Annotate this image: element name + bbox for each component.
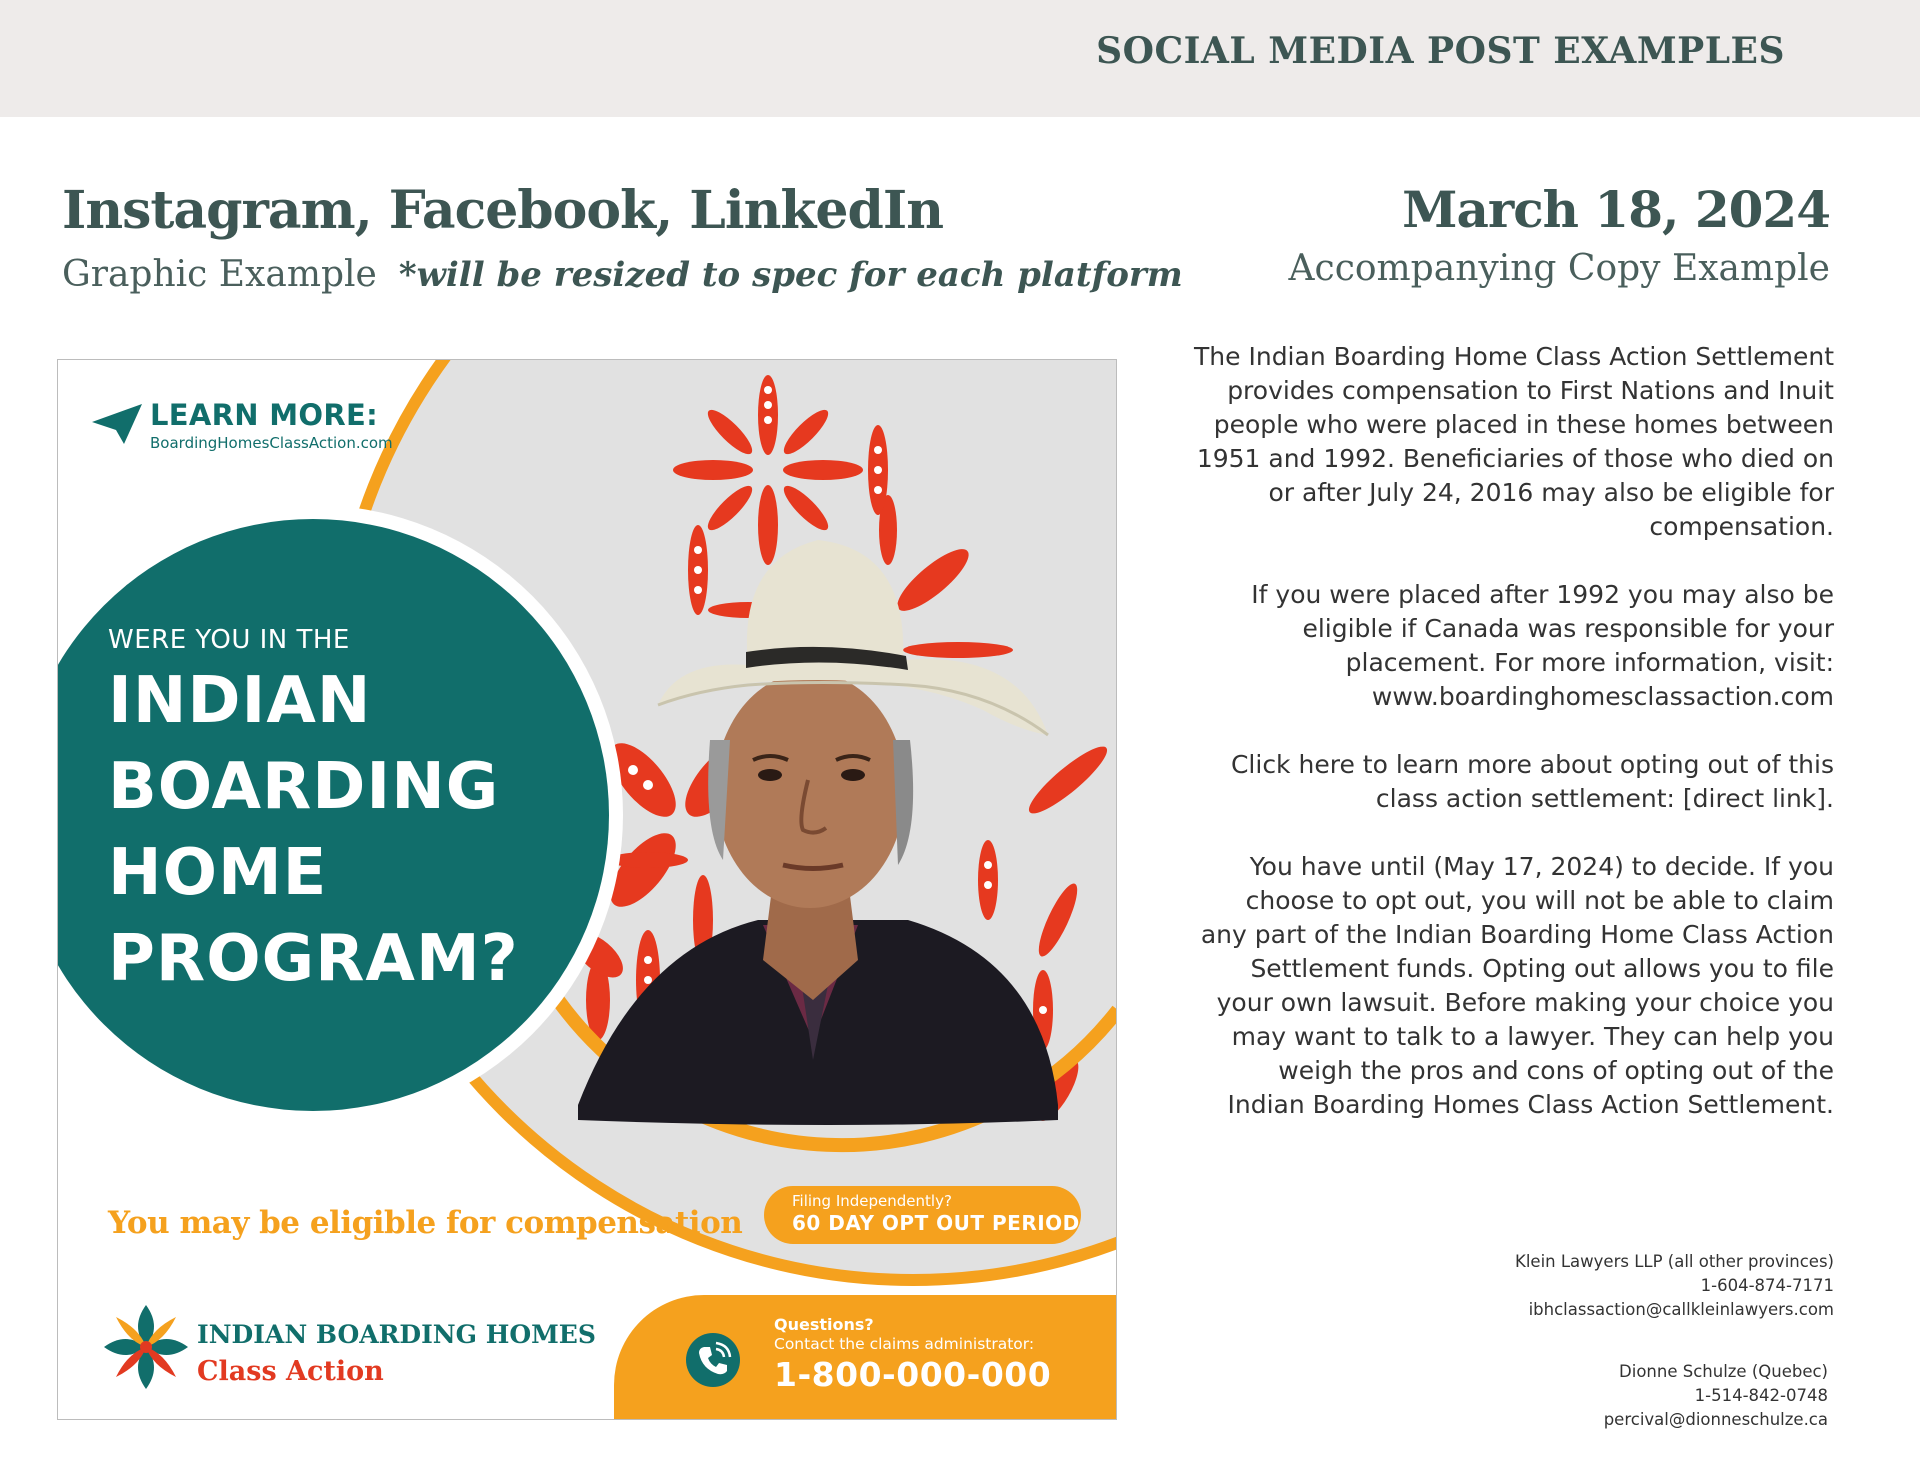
- contact-email: percival@dionneschulze.ca: [1603, 1410, 1828, 1429]
- headline-line: HOME: [108, 836, 328, 910]
- learn-more-block: [150, 398, 393, 452]
- contact-klein: [1515, 1250, 1834, 1322]
- brand-logo: [101, 1302, 596, 1397]
- contact-email: ibhclassaction@callkleinlawyers.com: [1528, 1300, 1834, 1319]
- headline-line: INDIAN: [108, 664, 372, 738]
- copy-paragraph: You have until (May 17, 2024) to decide. If you choose to opt out, you will not be able to claim any part of the Indian Boarding Home Class Action Settlement funds. Opting out allows you to file your own lawsuit. Before making your choice you may want to talk to a lawyer. They can help you weigh the pros and cons of opting out of the Indian Boarding Homes Class Action Settlement.: [1200, 852, 1834, 1119]
- headline-question: [108, 625, 519, 999]
- headline-line: BOARDING: [108, 750, 500, 824]
- page-header-title: SOCIAL MEDIA POST EXAMPLES: [1096, 30, 1785, 72]
- header-bar: [0, 0, 1920, 117]
- copy-paragraph: Click here to learn more about opting out of this class action settlement: [direct link].: [1230, 750, 1834, 813]
- contact-name: Klein Lawyers LLP (all other provinces): [1515, 1252, 1834, 1271]
- copy-example-subheading: Accompanying Copy Example: [1288, 248, 1830, 289]
- paper-plane-icon: [90, 402, 144, 446]
- admin-phone-number[interactable]: 1-800-000-000: [774, 1355, 1052, 1394]
- headline-line: PROGRAM?: [108, 922, 519, 996]
- copy-text: [1194, 340, 1834, 1156]
- questions-text: [774, 1315, 1051, 1394]
- contact-admin-label: Contact the claims administrator:: [774, 1335, 1035, 1353]
- graphic-example-subheading: [62, 254, 1183, 295]
- contact-name: Dionne Schulze (Quebec): [1619, 1362, 1828, 1381]
- contact-phone: 1-514-842-0748: [1694, 1386, 1828, 1405]
- date-heading: March 18, 2024: [1402, 180, 1830, 239]
- brand-name: INDIAN BOARDING HOMES: [197, 1320, 596, 1349]
- platforms-heading: Instagram, Facebook, LinkedIn: [62, 180, 943, 241]
- floral-logo-icon: [101, 1302, 191, 1392]
- pill-caption: Filing Independently?: [792, 1192, 952, 1210]
- learn-more-url[interactable]: BoardingHomesClassAction.com: [150, 434, 393, 452]
- contact-phone: 1-604-874-7171: [1700, 1276, 1834, 1295]
- questions-label: Questions?: [774, 1315, 874, 1334]
- phone-icon: [686, 1333, 740, 1387]
- pill-title: 60 DAY OPT OUT PERIOD: [792, 1211, 1080, 1235]
- eligibility-tagline: You may be eligible for compensation: [108, 1205, 743, 1241]
- contact-dionne: [1604, 1360, 1828, 1432]
- brand-subtitle: Class Action: [197, 1356, 384, 1387]
- social-graphic: [57, 359, 1117, 1420]
- questions-panel: [614, 1295, 1117, 1420]
- graphic-example-label: Graphic Example: [62, 254, 377, 295]
- headline-small: WERE YOU IN THE: [108, 625, 350, 655]
- copy-paragraph: The Indian Boarding Home Class Action Settlement provides compensation to First Nations and Inuit people who were placed in these homes between 1951 and 1992. Beneficiaries of those who died on or after July 24, 2016 may also be eligible for compensation.: [1194, 342, 1834, 541]
- resize-note: *will be resized to spec for each platform: [398, 255, 1183, 295]
- copy-paragraph: If you were placed after 1992 you may also be eligible if Canada was responsible for your placement. For more information, visit: www.boardinghomesclassaction.com: [1251, 580, 1834, 711]
- learn-more-title: LEARN MORE:: [150, 398, 378, 432]
- opt-out-pill: [764, 1186, 1081, 1244]
